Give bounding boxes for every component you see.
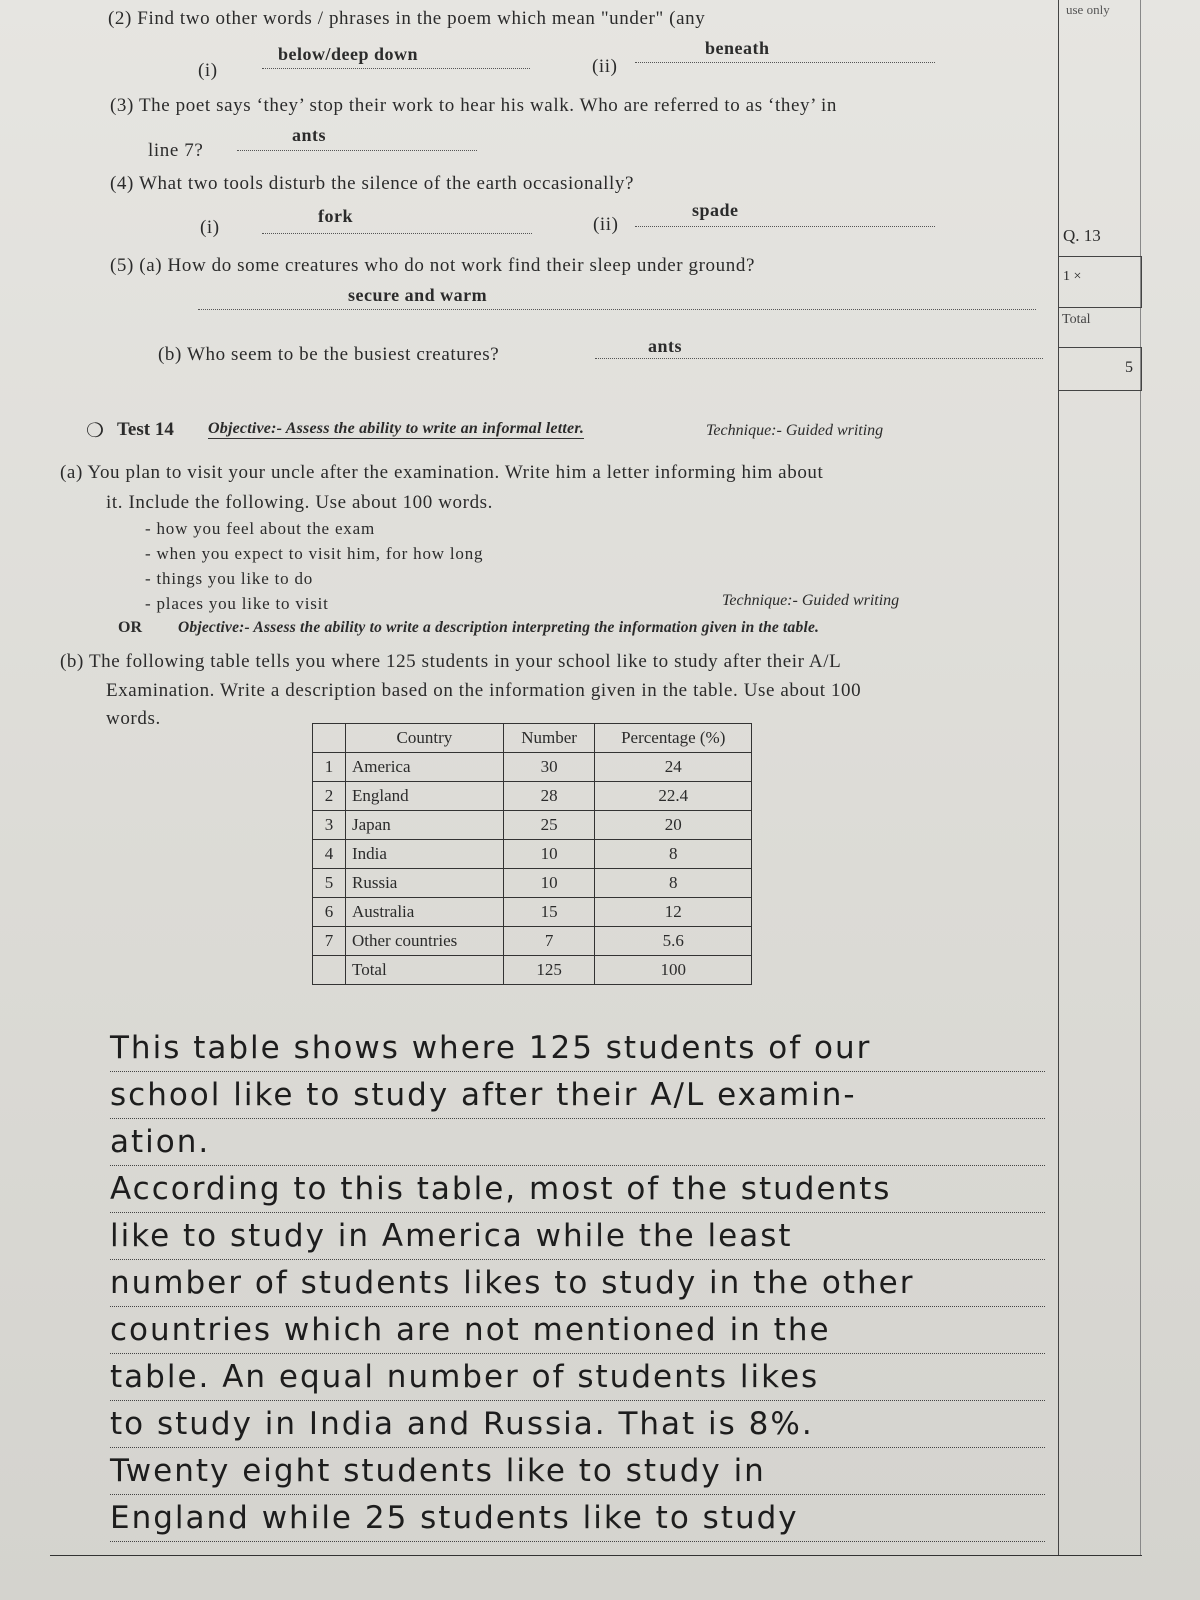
- table-cell: 4: [313, 840, 346, 869]
- table-row: [313, 927, 752, 956]
- table-cell: 10: [503, 869, 595, 898]
- q3-line: [237, 150, 477, 151]
- table-cell: 15: [503, 898, 595, 927]
- q4-i-label: (i): [200, 217, 220, 238]
- q2-i-label: (i): [198, 60, 218, 81]
- part-a-line1: (a) You plan to visit your uncle after the examination. Write him a letter informing him about: [60, 462, 824, 483]
- table-cell: 7: [313, 927, 346, 956]
- table-cell: 1: [313, 753, 346, 782]
- answer-rule: [110, 1400, 1045, 1401]
- table-cell: 24: [595, 753, 752, 782]
- table-cell: 5: [313, 869, 346, 898]
- right-edge-rule: [1140, 0, 1141, 1556]
- handwritten-line: school like to study after their A/L examin-: [110, 1077, 857, 1113]
- table-cell: 8: [595, 869, 752, 898]
- handwritten-line: According to this table, most of the students: [110, 1171, 892, 1207]
- q2-text: (2) Find two other words / phrases in the poem which mean "under" (any: [108, 8, 706, 29]
- bullet-item: - places you like to visit: [145, 594, 329, 613]
- handwritten-line: This table shows where 125 students of our: [110, 1030, 872, 1066]
- margin-column-rule: [1058, 0, 1059, 1556]
- table-cell: India: [346, 840, 504, 869]
- bullet-item: - things you like to do: [145, 569, 314, 588]
- q2-ii-answer: beneath: [705, 38, 770, 58]
- table-total-row: [313, 956, 752, 985]
- table-cell: 100: [595, 956, 752, 985]
- q5a-text: (5) (a) How do some creatures who do not work find their sleep under ground?: [110, 255, 755, 276]
- q2-ii-line: [635, 62, 935, 63]
- students-table: [312, 723, 752, 985]
- use-only-label: use only: [1066, 2, 1110, 17]
- q4-text: (4) What two tools disturb the silence of the earth occasionally?: [110, 173, 635, 194]
- circle-icon: ❍: [86, 420, 104, 442]
- q3-text: (3) The poet says ‘they’ stop their work to hear his walk. Who are referred to as ‘they’ in: [110, 95, 837, 116]
- part-b-line2: Examination. Write a description based on the information given in the table. Use about 100: [106, 680, 862, 701]
- table-cell: 2: [313, 782, 346, 811]
- answer-rule: [110, 1541, 1045, 1542]
- table-cell: 22.4: [595, 782, 752, 811]
- q2-i-line: [262, 68, 530, 69]
- table-cell: 25: [503, 811, 595, 840]
- handwritten-line: ation.: [110, 1124, 211, 1160]
- mark-total-label: Total: [1062, 312, 1091, 327]
- part-b-line3: words.: [106, 708, 161, 729]
- mark-box-total: [1058, 347, 1142, 391]
- table-row: [313, 811, 752, 840]
- or-label: OR: [118, 619, 142, 636]
- table-row: [313, 753, 752, 782]
- table-header-row: [313, 724, 752, 753]
- table-row: [313, 840, 752, 869]
- answer-rule: [110, 1118, 1045, 1119]
- q4-i-answer: fork: [318, 206, 353, 226]
- table-cell: 5.6: [595, 927, 752, 956]
- bottom-rule: [50, 1555, 1142, 1556]
- answer-rule: [110, 1259, 1045, 1260]
- table-cell: 6: [313, 898, 346, 927]
- handwritten-line: countries which are not mentioned in the: [110, 1312, 831, 1348]
- technique-b: Technique:- Guided writing: [722, 592, 900, 609]
- table-cell: 7: [503, 927, 595, 956]
- test-title: Test 14: [117, 419, 174, 440]
- table-cell: 10: [503, 840, 595, 869]
- table-cell: Total: [346, 956, 504, 985]
- mark-multiplier: 1 ×: [1063, 269, 1082, 284]
- answer-rule: [110, 1071, 1045, 1072]
- bullet-item: - when you expect to visit him, for how long: [145, 544, 484, 563]
- table-cell: 8: [595, 840, 752, 869]
- table-header: [313, 724, 346, 753]
- handwritten-line: number of students likes to study in the other: [110, 1265, 915, 1301]
- table-header: Percentage (%): [595, 724, 752, 753]
- table-header: Number: [503, 724, 595, 753]
- part-a-line2: it. Include the following. Use about 100 words.: [106, 492, 494, 513]
- table-cell: Japan: [346, 811, 504, 840]
- q4-ii-answer: spade: [692, 200, 739, 220]
- handwritten-line: table. An equal number of students likes: [110, 1359, 820, 1395]
- table-header: Country: [346, 724, 504, 753]
- table-cell: Russia: [346, 869, 504, 898]
- handwritten-line: England while 25 students like to study: [110, 1500, 799, 1536]
- part-b-line1: (b) The following table tells you where 125 students in your school like to study after their A/L: [60, 651, 842, 672]
- objective-b: Objective:- Assess the ability to write a description interpreting the information given in the table.: [178, 619, 820, 636]
- q5a-line: [198, 309, 1036, 310]
- table-cell: Australia: [346, 898, 504, 927]
- q2-i-answer: below/deep down: [278, 44, 419, 64]
- table-row: [313, 898, 752, 927]
- table-cell: 12: [595, 898, 752, 927]
- mark-total-value: 5: [1125, 359, 1133, 376]
- table-row: [313, 782, 752, 811]
- table-cell: 125: [503, 956, 595, 985]
- table-cell: 30: [503, 753, 595, 782]
- mark-box-score: [1058, 256, 1142, 308]
- answer-rule: [110, 1165, 1045, 1166]
- objective-a: Objective:- Assess the ability to write an informal letter.: [208, 420, 585, 437]
- q5b-text: (b) Who seem to be the busiest creatures?: [158, 344, 500, 365]
- table-cell: England: [346, 782, 504, 811]
- table-row: [313, 869, 752, 898]
- answer-rule: [110, 1353, 1045, 1354]
- q5b-answer: ants: [648, 336, 683, 356]
- handwritten-line: to study in India and Russia. That is 8%.: [110, 1406, 814, 1442]
- table-cell: 28: [503, 782, 595, 811]
- table-cell: Other countries: [346, 927, 504, 956]
- answer-rule: [110, 1447, 1045, 1448]
- q3-line-label: line 7?: [148, 140, 204, 161]
- q5a-answer: secure and warm: [348, 285, 488, 305]
- table-cell: 3: [313, 811, 346, 840]
- q4-i-line: [262, 233, 532, 234]
- answer-rule: [110, 1212, 1045, 1213]
- bullet-item: - how you feel about the exam: [145, 519, 375, 538]
- q3-answer: ants: [292, 125, 327, 145]
- q4-ii-line: [635, 226, 935, 227]
- q4-ii-label: (ii): [593, 214, 619, 235]
- table-cell: America: [346, 753, 504, 782]
- q2-ii-label: (ii): [592, 56, 618, 77]
- technique-a: Technique:- Guided writing: [706, 422, 884, 439]
- handwritten-line: like to study in America while the least: [110, 1218, 793, 1254]
- mark-q-label: Q. 13: [1063, 226, 1101, 245]
- table-cell: 20: [595, 811, 752, 840]
- q5b-line: [595, 358, 1043, 359]
- handwritten-line: Twenty eight students like to study in: [110, 1453, 766, 1489]
- answer-rule: [110, 1306, 1045, 1307]
- answer-rule: [110, 1494, 1045, 1495]
- table-cell: [313, 956, 346, 985]
